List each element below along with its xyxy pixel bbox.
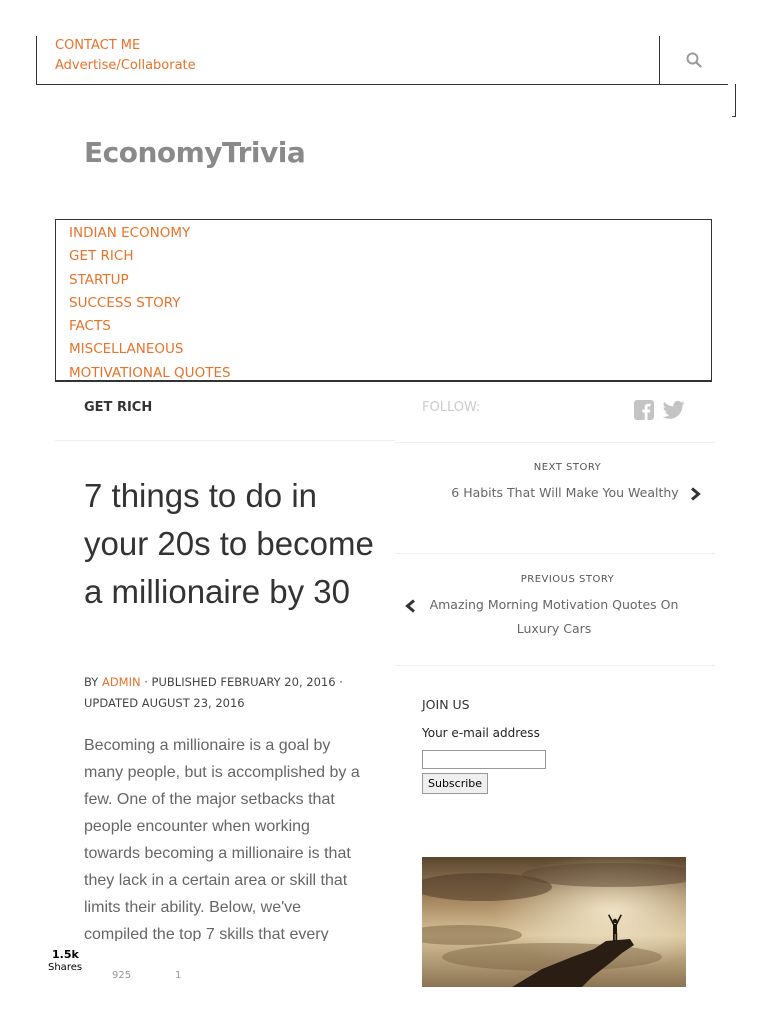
share-label: Shares — [48, 962, 83, 973]
divider — [55, 440, 395, 441]
article-title: 7 things to do in your 20s to become a millionaire by 30 — [84, 477, 374, 610]
search-button[interactable] — [659, 36, 728, 84]
next-story-link[interactable]: 6 Habits That Will Make You Wealthy — [451, 485, 679, 500]
contact-link[interactable]: CONTACT ME — [55, 38, 141, 53]
meta-by: BY — [84, 675, 99, 689]
divider — [395, 442, 715, 443]
article-category[interactable]: GET RICH — [84, 400, 153, 415]
top-bar — [36, 36, 728, 85]
nav-item-facts[interactable]: FACTS — [69, 318, 111, 335]
twitter-share-count[interactable]: 1 — [175, 970, 182, 981]
twitter-icon[interactable] — [663, 400, 685, 420]
facebook-share-count[interactable]: 925 — [112, 970, 132, 981]
follow-label: FOLLOW: — [422, 400, 481, 415]
chevron-right-icon[interactable] — [690, 487, 701, 501]
top-links — [36, 36, 196, 84]
search-icon — [686, 52, 702, 68]
join-us-heading: JOIN US — [422, 697, 470, 712]
divider — [395, 553, 715, 554]
nav-item-miscellaneous[interactable]: MISCELLANEOUS — [69, 341, 184, 358]
previous-story-label: PREVIOUS STORY — [520, 574, 615, 585]
divider — [395, 665, 715, 666]
nav-item-startup[interactable]: STARTUP — [69, 271, 129, 288]
advertise-link[interactable]: Advertise/Collaborate — [55, 58, 196, 73]
nav-item-get-rich[interactable]: GET RICH — [69, 248, 134, 265]
meta-dates: · PUBLISHED FEBRUARY 20, 2016 · UPDATED AUGUST 23, 2016 — [84, 675, 343, 710]
nav-item-motivational-quotes[interactable]: MOTIVATIONAL QUOTES — [69, 364, 231, 381]
previous-story-link[interactable]: Amazing Morning Motivation Quotes On Luxury Cars — [429, 597, 679, 636]
email-label: Your e-mail address — [422, 726, 540, 740]
author-link[interactable]: ADMIN — [101, 675, 141, 689]
subscribe-button[interactable]: Subscribe — [422, 773, 488, 794]
chevron-left-icon[interactable] — [405, 599, 416, 613]
site-logo[interactable]: EconomyTrivia — [84, 136, 306, 169]
article-excerpt: Becoming a millionaire is a goal by many people, but is accomplished by a few. One of the major setbacks that people encounter when working towards becoming a millionaire is that they lack in a certain area or skill that limits their ability. Below, we've compiled the top 7 skills that every — [84, 737, 360, 941]
nav-item-success-story[interactable]: SUCCESS STORY — [69, 294, 181, 311]
email-field[interactable] — [422, 750, 546, 769]
social-links — [634, 400, 685, 420]
promo-image[interactable] — [422, 857, 686, 987]
nav-item-indian-economy[interactable]: INDIAN ECONOMY — [69, 225, 191, 241]
share-total: 1.5k — [52, 948, 79, 961]
category-nav — [55, 219, 712, 382]
article-meta — [84, 672, 374, 714]
frame-edge — [732, 84, 736, 117]
next-story-label: NEXT STORY — [533, 462, 602, 473]
facebook-icon[interactable] — [634, 400, 654, 420]
